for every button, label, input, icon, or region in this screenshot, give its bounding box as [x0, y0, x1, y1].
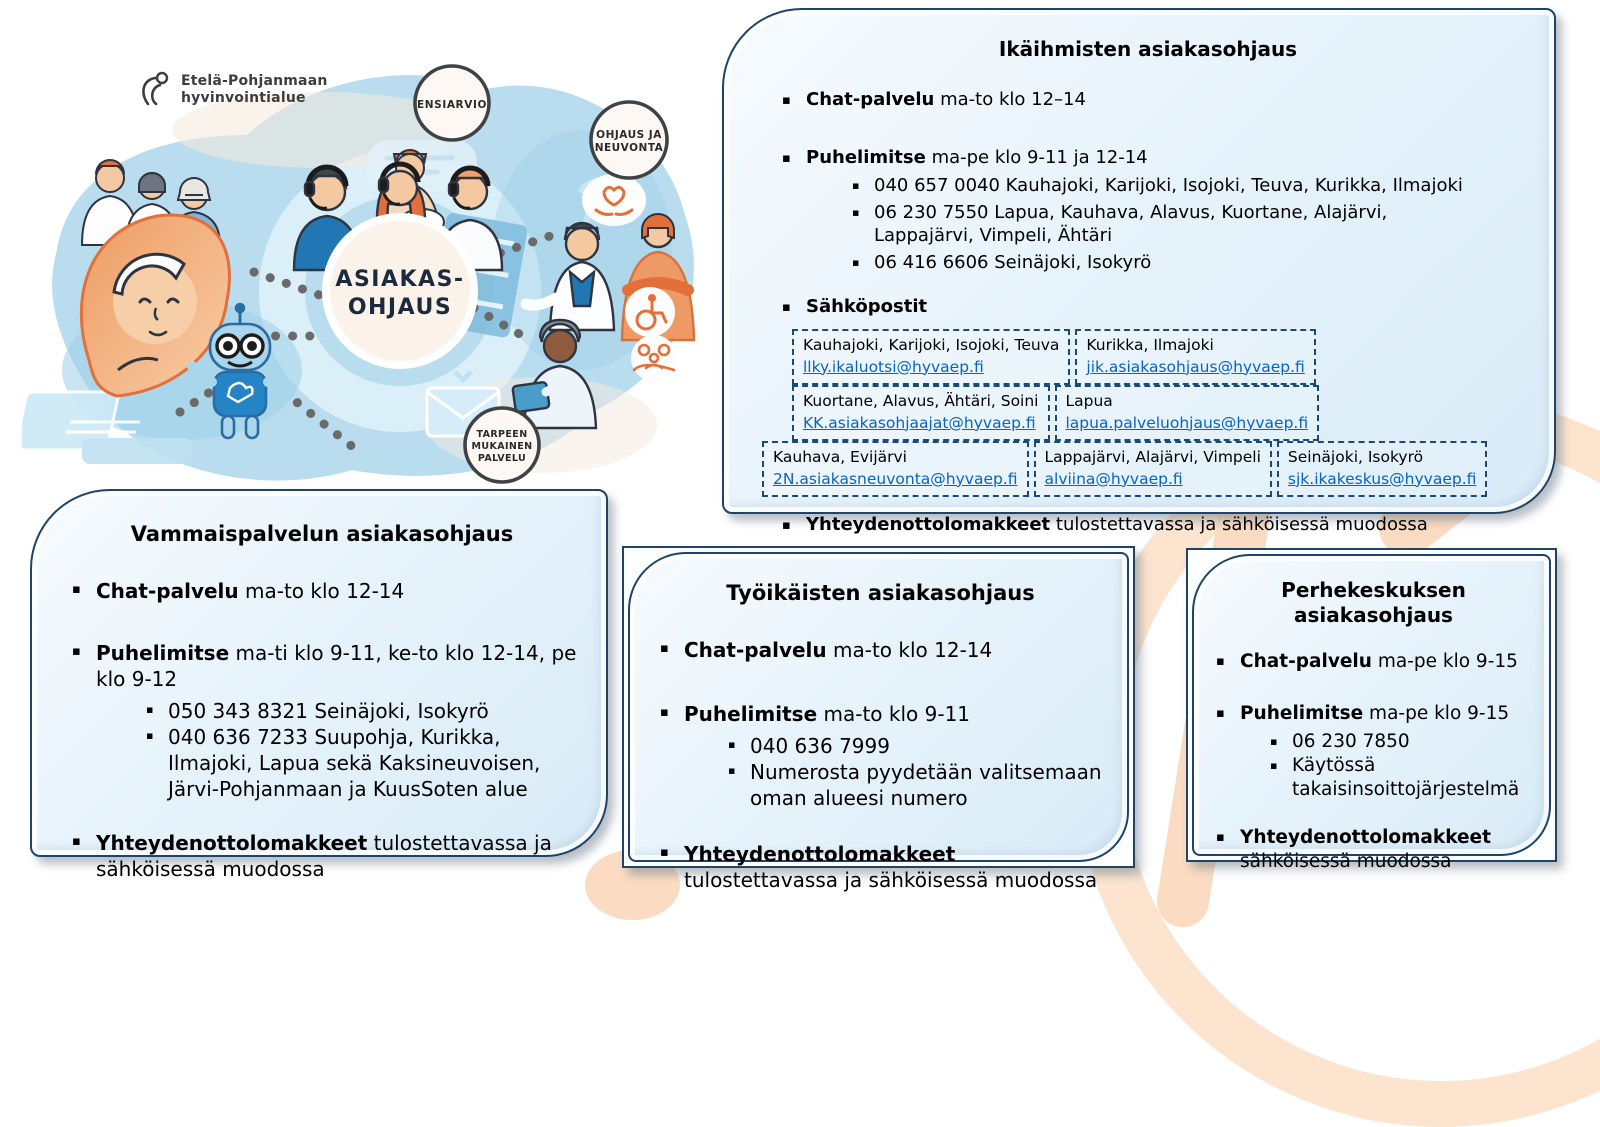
badge-tarpeen-mukainen-palvelu	[465, 408, 539, 482]
phone-number-list	[728, 733, 1111, 811]
email-region: Seinäjoki, Isokyrö	[1287, 447, 1424, 466]
phone-number-list	[146, 698, 586, 802]
email-region: Lappajärvi, Alajärvi, Vimpeli	[1044, 447, 1261, 466]
phone-number-item: ▪ 06 416 6606 Seinäjoki, Isokyrö	[852, 251, 1538, 275]
svg-text:PALVELU: PALVELU	[477, 453, 527, 464]
phone-number-item: ▪ 06 230 7850	[1270, 730, 1537, 754]
phone-service-line: ▪ Puhelimitse ma-to klo 9-11	[660, 701, 1111, 727]
chat-service-line: ▪ Chat-palvelu ma-to klo 12-14	[72, 578, 586, 604]
panel-elderly-guidance	[722, 8, 1556, 535]
emails-heading: ▪ Sähköpostit	[782, 295, 1538, 319]
svg-text:MUKAINEN: MUKAINEN	[471, 441, 533, 452]
family-icon	[631, 335, 677, 381]
organization-logo	[136, 70, 328, 110]
email-box	[1277, 441, 1487, 497]
email-box-row	[792, 385, 1538, 441]
email-box	[1034, 441, 1272, 497]
contact-forms-line: ▪ Yhteydenottolomakkeet tulostettavassa ja sähköisessä muodossa	[72, 830, 586, 882]
panel-title: Työikäisten asiakasohjaus	[726, 581, 1035, 605]
svg-text:TARPEEN: TARPEEN	[476, 429, 528, 440]
panel-title: Perhekeskuksen asiakasohjaus	[1281, 578, 1466, 627]
panel-disability-guidance	[30, 489, 608, 882]
email-link[interactable]: alviina@hyvaep.fi	[1044, 469, 1183, 488]
email-link[interactable]: lapua.palveluohjaus@hyvaep.fi	[1065, 413, 1309, 432]
contact-forms-line: ▪ Yhteydenottolomakkeet tulostettavassa ja sähköisessä muodossa	[782, 513, 1538, 537]
phone-number-item: ▪ Käytössä takaisinsoittojärjestelmä	[1270, 754, 1537, 802]
email-box	[762, 441, 1029, 497]
phone-number-list	[852, 174, 1538, 275]
phone-number-list	[1270, 730, 1537, 802]
email-link[interactable]: sjk.ikakeskus@hyvaep.fi	[1287, 469, 1477, 488]
center-label-line1: ASIAKAS-	[335, 267, 465, 292]
email-box	[792, 385, 1050, 441]
badge-ensiarvio	[415, 66, 489, 140]
chat-service-line: ▪ Chat-palvelu ma-pe klo 9-15	[1216, 650, 1537, 674]
email-box-row	[762, 441, 1538, 497]
chat-service-line: ▪ Chat-palvelu ma-to klo 12–14	[782, 88, 1538, 112]
email-link[interactable]: 2N.asiakasneuvonta@hyvaep.fi	[773, 469, 1018, 488]
phone-number-item: ▪ 040 636 7233 Suupohja, Kurikka, Ilmajoki, Lapua sekä Kaksineuvoisen, Järvi-Pohjanmaan ja KuusSoten alue	[146, 724, 586, 802]
center-label-line2: OHJAUS	[347, 295, 453, 320]
email-box	[1075, 329, 1315, 385]
email-box	[1055, 385, 1320, 441]
contact-forms-line: ▪ Yhteydenottolomakkeet tulostettavassa ja sähköisessä muodossa	[660, 841, 1111, 893]
panel-title: Ikäihmisten asiakasohjaus	[998, 37, 1298, 61]
svg-text:ENSIARVIO: ENSIARVIO	[417, 99, 487, 111]
svg-text:OHJAUS JA: OHJAUS JA	[596, 129, 662, 141]
person-leaf-logo-icon	[136, 70, 172, 110]
wheelchair-icon	[625, 287, 675, 337]
phone-service-line: ▪ Puhelimitse ma-pe klo 9-11 ja 12-14	[782, 146, 1538, 170]
panel-title: Vammaispalvelun asiakasohjaus	[130, 522, 514, 546]
center-circle	[326, 217, 474, 365]
email-link[interactable]: KK.asiakasohjaajat@hyvaep.fi	[803, 413, 1036, 432]
phone-number-item: ▪ 040 636 7999	[728, 733, 1111, 759]
chat-service-line: ▪ Chat-palvelu ma-to klo 12-14	[660, 637, 1111, 663]
svg-text:NEUVONTA: NEUVONTA	[594, 142, 664, 154]
logo-text: Etelä-Pohjanmaan hyvinvointialue	[181, 73, 328, 106]
email-link[interactable]: jik.asiakasohjaus@hyvaep.fi	[1086, 357, 1305, 376]
email-box-row	[792, 329, 1538, 385]
phone-number-item: ▪ Numerosta pyydetään valitsemaan oman alueesi numero	[728, 759, 1111, 811]
customer-guidance-illustration	[22, 40, 724, 498]
email-region: Lapua	[1065, 391, 1113, 410]
email-region: Kauhava, Evijärvi	[773, 447, 907, 466]
panel-family-center-guidance	[1186, 548, 1557, 873]
email-box	[792, 329, 1070, 385]
contact-forms-line: ▪ Yhteydenottolomakkeet sähköisessä muodossa	[1216, 826, 1537, 874]
phone-number-item: ▪ 06 230 7550 Lapua, Kauhava, Alavus, Kuortane, Alajärvi, Lappajärvi, Vimpeli, Ähtäri	[852, 201, 1538, 249]
heart-hands-icon	[582, 174, 646, 226]
panel-working-age-guidance	[622, 546, 1135, 893]
phone-service-line: ▪ Puhelimitse ma-pe klo 9-15	[1216, 702, 1537, 726]
phone-service-line: ▪ Puhelimitse ma-ti klo 9-11, ke-to klo 12-14, pe klo 9-12	[72, 640, 586, 692]
badge-ohjaus-ja-neuvonta	[591, 102, 667, 178]
phone-number-item: ▪ 040 657 0040 Kauhajoki, Karijoki, Isojoki, Teuva, Kurikka, Ilmajoki	[852, 174, 1538, 198]
email-link[interactable]: llky.ikaluotsi@hyvaep.fi	[803, 357, 984, 376]
email-region: Kurikka, Ilmajoki	[1086, 335, 1214, 354]
phone-number-item: ▪ 050 343 8321 Seinäjoki, Isokyrö	[146, 698, 586, 724]
email-region: Kauhajoki, Karijoki, Isojoki, Teuva	[803, 335, 1060, 354]
email-region: Kuortane, Alavus, Ähtäri, Soini	[803, 391, 1039, 410]
